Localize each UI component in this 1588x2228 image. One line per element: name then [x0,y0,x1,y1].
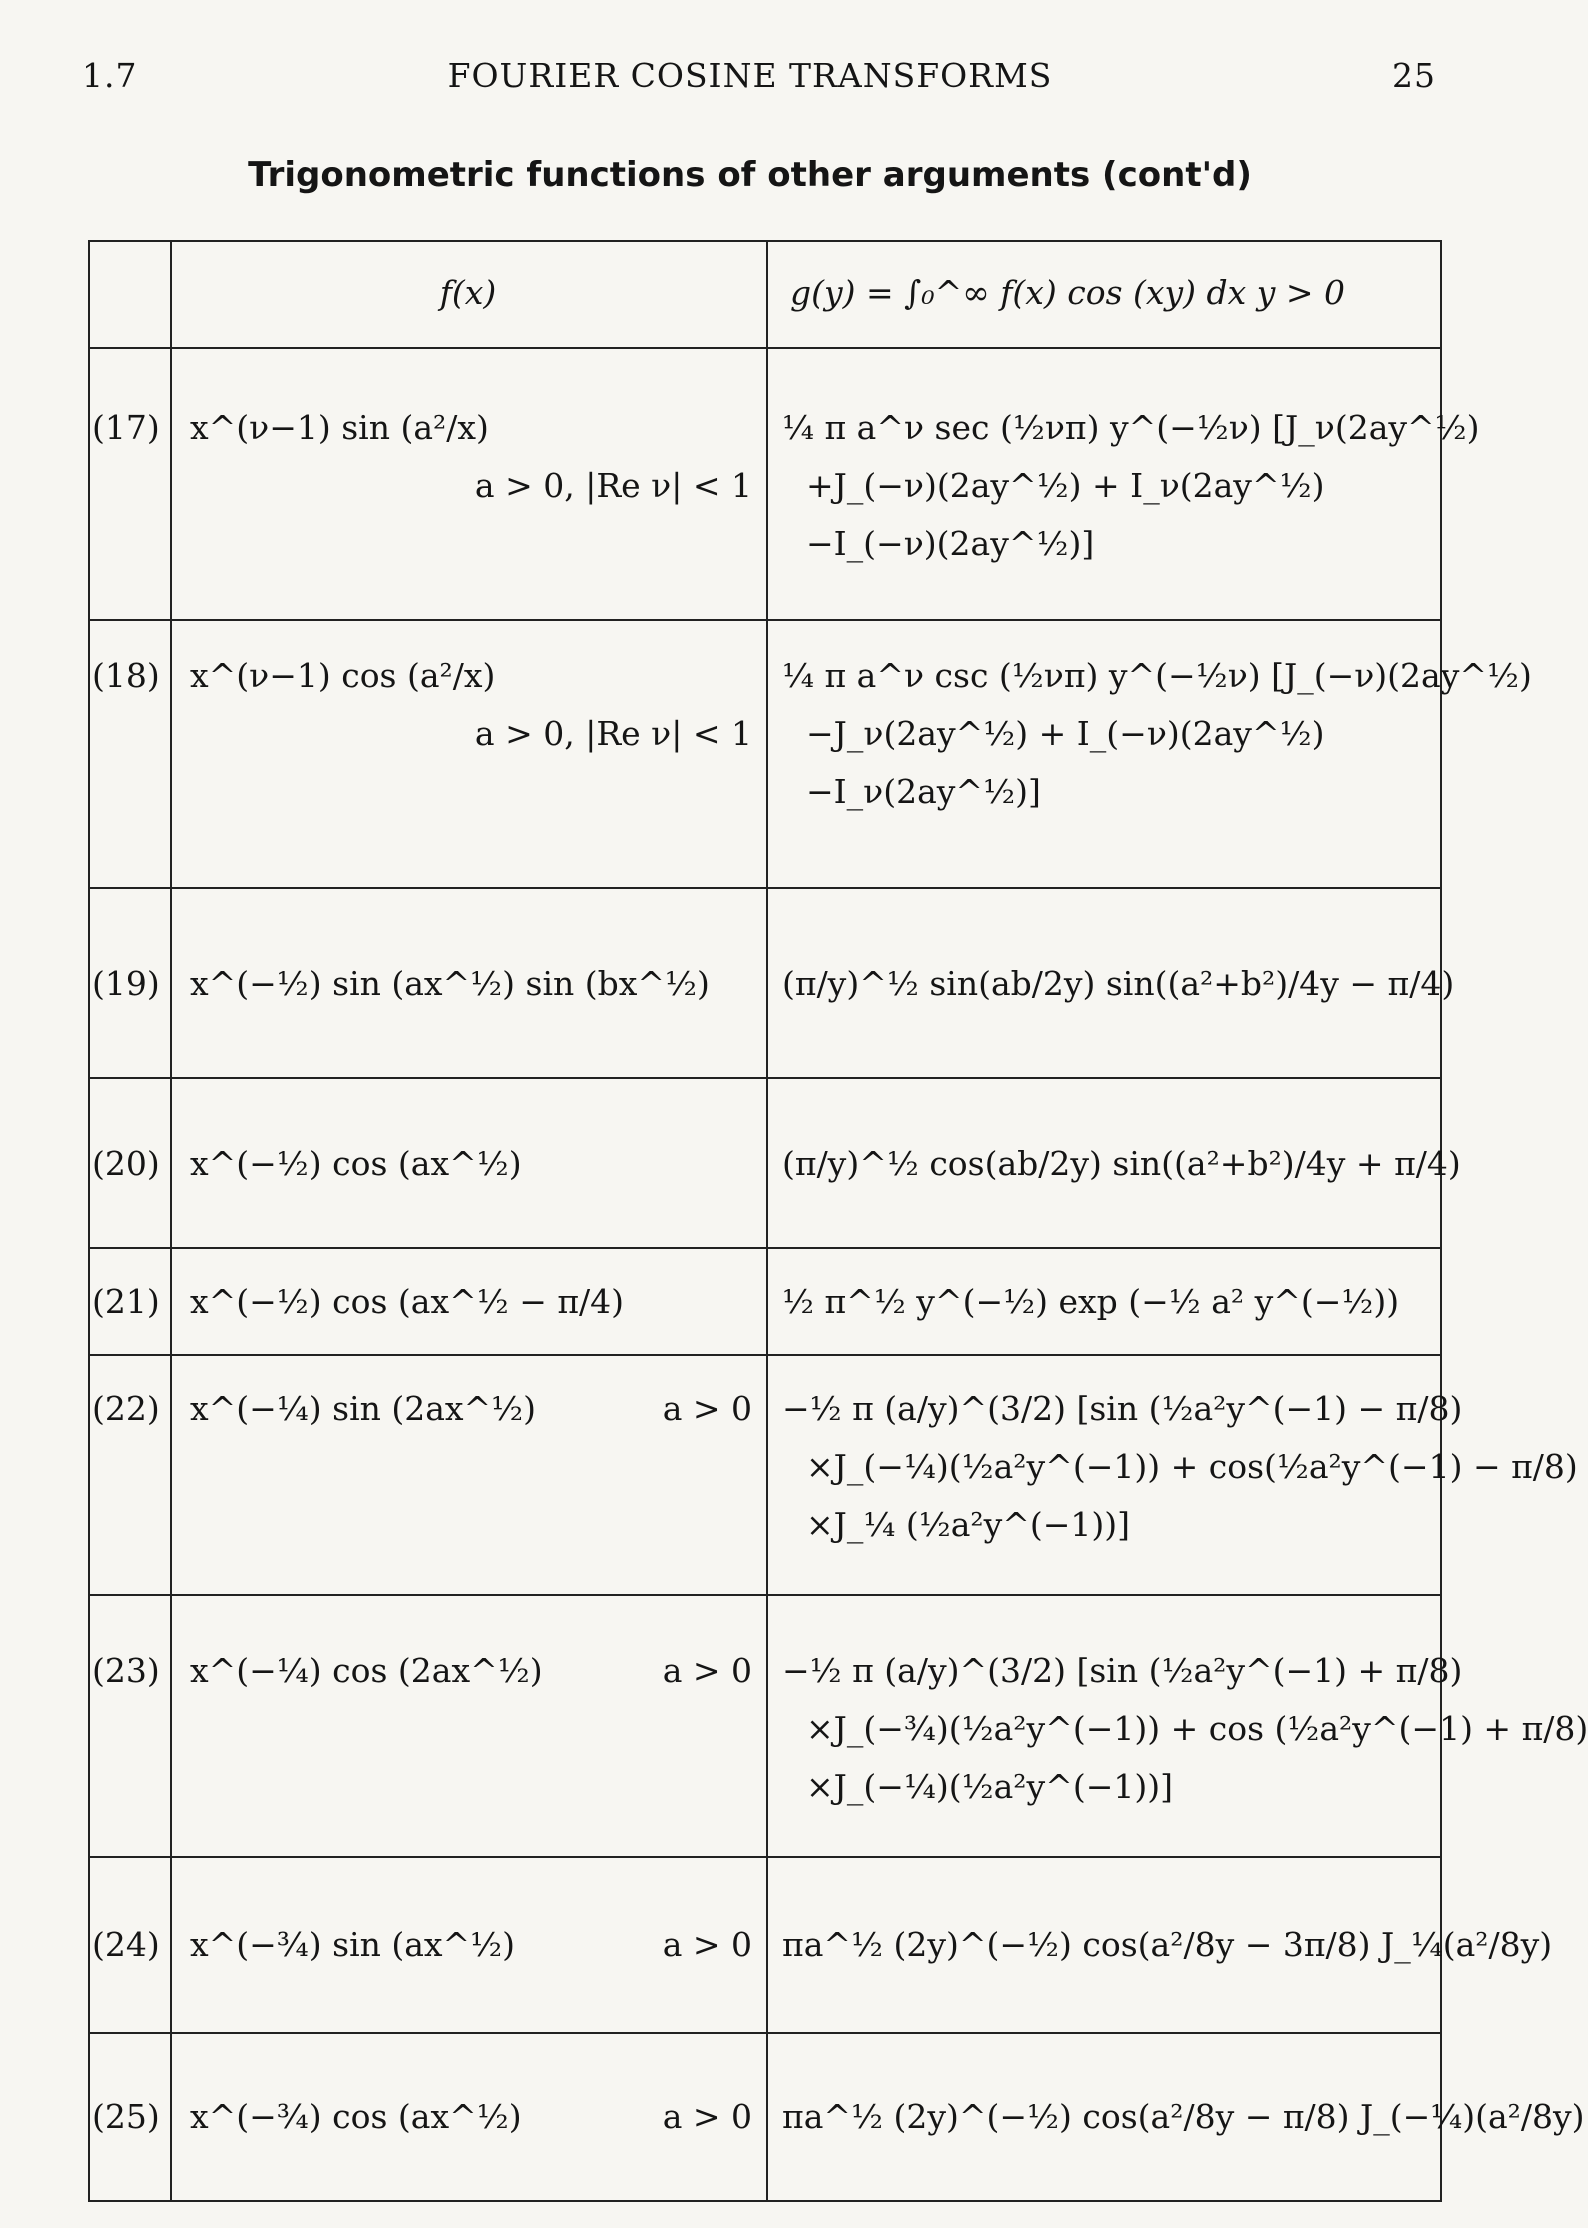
transform-gy [782,1916,1553,1974]
function-fx: x^(−¼) sin (2ax^½) [190,1389,537,1428]
table-row [90,889,1455,1079]
transform-line: ×J_(−¾)(½a²y^(−1)) + cos (½a²y^(−1) + π/8) [806,1709,1588,1748]
entry-number: (25) [92,2097,160,2136]
table-row [90,1356,1578,1596]
running-title: FOURIER COSINE TRANSFORMS [447,56,1053,95]
entry-number: (18) [92,656,160,695]
transform-line: ×J_(−¼)(½a²y^(−1))] [806,1767,1173,1806]
entry-number: (19) [92,964,160,1003]
transform-line: (π/y)^½ cos(ab/2y) sin((a²+b²)/4y + π/4) [782,1144,1461,1183]
condition: a > 0, |Re ν| < 1 [474,466,752,505]
function-fx: x^(−½) sin (ax^½) sin (bx^½) [190,964,710,1003]
condition: a > 0 [662,1651,752,1690]
table-row [90,1249,1440,1356]
transform-line: −I_ν(2ay^½)] [806,772,1041,811]
transform-gy [782,1273,1432,1331]
transform-table [88,240,1588,2202]
page-header [0,56,1500,100]
table-row [90,1596,1588,1858]
section-number: 1.7 [82,56,138,95]
table-header-row [90,242,1440,349]
transform-gy [782,955,1455,1013]
transform-line: ½ π^½ y^(−½) exp (−½ a² y^(−½)) [782,1282,1400,1321]
entry-number: (22) [92,1389,160,1428]
transform-line: πa^½ (2y)^(−½) cos(a²/8y − 3π/8) J_¼(a²/8y) [782,1925,1553,1964]
entry-number: (23) [92,1651,160,1690]
transform-line: ×J_(−¼)(½a²y^(−1)) + cos(½a²y^(−1) − π/8) [806,1447,1578,1486]
function-fx: x^(−½) cos (ax^½) [190,1144,522,1183]
transform-line: −J_ν(2ay^½) + I_(−ν)(2ay^½) [806,714,1325,753]
transform-line: ¼ π a^ν csc (½νπ) y^(−½ν) [J_(−ν)(2ay^½) [782,656,1532,695]
entry-number: (24) [92,1925,160,1964]
transform-line: +J_(−ν)(2ay^½) + I_ν(2ay^½) [806,466,1325,505]
entry-number: (17) [92,408,160,447]
table-row [90,621,1532,889]
function-fx: x^(−¾) sin (ax^½) [190,1925,516,1964]
condition: a > 0, |Re ν| < 1 [474,714,752,753]
entry-number: (21) [92,1282,160,1321]
transform-gy [782,399,1480,573]
page-number: 25 [1392,56,1436,95]
function-fx: x^(−½) cos (ax^½ − π/4) [190,1282,625,1321]
table-row [90,1079,1461,1249]
column-header-gy: g(y) = ∫₀^∞ f(x) cos (xy) dx y > 0 [790,273,1346,312]
entry-number: (20) [92,1144,160,1183]
transform-line: ¼ π a^ν sec (½νπ) y^(−½ν) [J_ν(2ay^½) [782,408,1480,447]
condition: a > 0 [662,1389,752,1428]
function-fx: x^(−¼) cos (2ax^½) [190,1651,543,1690]
function-fx: x^(−¾) cos (ax^½) [190,2097,522,2136]
transform-line: ×J_¼ (½a²y^(−1))] [806,1505,1131,1544]
transform-line: −I_(−ν)(2ay^½)] [806,524,1095,563]
function-fx: x^(ν−1) sin (a²/x) [190,408,489,447]
table-row [90,2034,1585,2200]
transform-line: −½ π (a/y)^(3/2) [sin (½a²y^(−1) − π/8) [782,1389,1463,1428]
condition: a > 0 [662,1925,752,1964]
column-header-fx: f(x) [439,273,497,312]
transform-line: (π/y)^½ sin(ab/2y) sin((a²+b²)/4y − π/4) [782,964,1455,1003]
transform-gy [782,2088,1585,2146]
function-fx: x^(ν−1) cos (a²/x) [190,656,496,695]
table-row [90,349,1480,621]
transform-gy [782,1380,1578,1554]
transform-line: −½ π (a/y)^(3/2) [sin (½a²y^(−1) + π/8) [782,1651,1463,1690]
transform-line: πa^½ (2y)^(−½) cos(a²/8y − π/8) J_(−¼)(a²/8y) [782,2097,1585,2136]
table-row [90,1858,1553,2034]
condition: a > 0 [662,2097,752,2136]
table-subtitle: Trigonometric functions of other arguments (cont'd) [248,155,1252,195]
transform-gy [782,1135,1461,1193]
transform-gy [782,647,1532,821]
transform-gy [782,1642,1588,1816]
